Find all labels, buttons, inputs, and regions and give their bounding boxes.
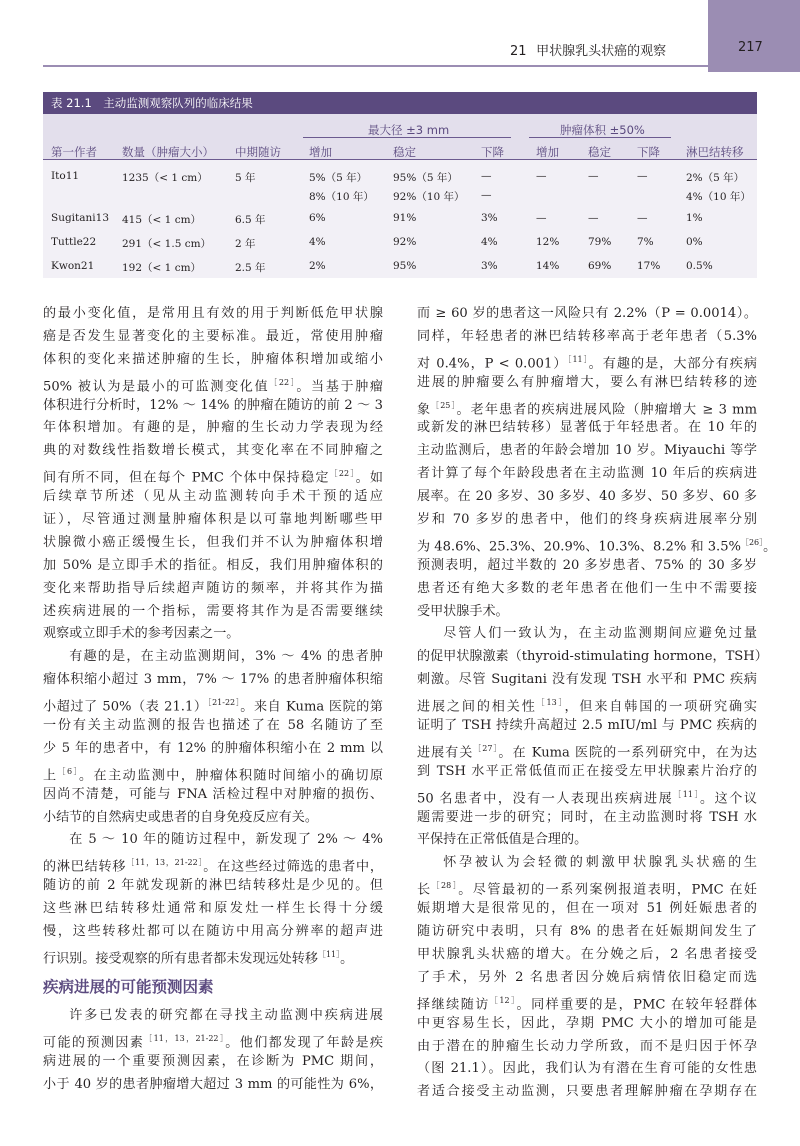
text-line: 病进展的一个重要预测因素，在诊断为 PMC 期间， xyxy=(43,1053,383,1069)
text-line: 可能的预测因素$^{[11,13,21-22]}$。他们都发现了年龄是疾 xyxy=(43,1033,384,1051)
text-line: 了手术，另外 2 名患者因分娩后病情依旧稳定而选 xyxy=(417,969,757,985)
text-line: 而 ≥ 60 岁的患者这一风险只有 2.2%（P = 0.0014）。 xyxy=(417,306,757,321)
text-line: 的淋巴结转移$^{[11,13,21-22]}$。在这些经过筛选的患者中， xyxy=(43,858,384,875)
text-line: 许多已发表的研究都在寻找主动监测中疾病进展 xyxy=(69,1007,383,1023)
col-header-vol-stable: 稳定 xyxy=(588,145,611,159)
text-line: 变化来帮助指导后续超声随访的频率，并将其作为描 xyxy=(43,580,383,596)
chapter-color-tab xyxy=(708,0,800,72)
text-line: 小超过了 50%（表 21.1）$^{[21-22]}$。来自 Kuma 医院的第 xyxy=(43,698,383,715)
text-line: 小于 40 岁的患者肿瘤增大超过 3 mm 的可能性为 6%， xyxy=(43,1076,383,1092)
text-line: 进展有关$^{[27]}$。在 Kuma 医院的一系列研究中，在为达 xyxy=(417,743,757,761)
text-line: 对 0.4%，P < 0.001）$^{[11]}$。有趣的是，大部分有疾病 xyxy=(417,354,757,372)
citation: ［11］ xyxy=(673,789,701,799)
text-line: 证明了 TSH 持续升高超过 2.5 mIU/ml 与 PMC 疾病的 xyxy=(417,718,757,734)
citation: ［13］ xyxy=(536,698,565,708)
text-line: 择继续随访$^{[12]}$。同样重要的是，PMC 在较年轻群体 xyxy=(417,995,758,1013)
text-line: 行识别。接受观察的所有患者都未发现远处转移$^{[11]}$。 xyxy=(43,949,354,967)
text-line: 有趣的是，在主动监测期间，3% ～ 4% 的患者肿 xyxy=(69,649,383,665)
citation: ［25］ xyxy=(431,400,457,410)
col-header-count: 数量（肿瘤大小） xyxy=(122,145,214,159)
text-line: 为 48.6%、25.3%、20.9%、10.3%、8.2% 和 3.5%$^{[26]}$。 xyxy=(417,537,777,555)
citation: ［26］ xyxy=(740,537,764,547)
text-line: 述疾病进展的一个指标，需要将其作为是否需要继续 xyxy=(43,603,383,619)
text-line: 证），尽管通过测量肿瘤体积是以可靠地判断哪些甲 xyxy=(43,512,383,528)
text-line: 甲状腺乳头状癌的增大。在分娩之后，2 名患者接受 xyxy=(417,946,757,962)
text-line: 主动监测后，患者的年龄会增加 10 岁。Miyauchi 等学 xyxy=(417,443,757,459)
text-line: 的最小变化值，是常用且有效的用于判断低危甲状腺 xyxy=(43,306,383,321)
running-header xyxy=(510,40,763,59)
text-line: 娠期增大是很常见的，但在一项对 51 例妊娠患者的 xyxy=(417,901,757,917)
text-line: 者计算了每个年龄段患者在主动监测 10 年后的疾病进 xyxy=(417,466,757,482)
text-line: 加 50% 是立即手术的指征。相反，我们用肿瘤体积的 xyxy=(43,557,383,573)
text-line: 一份有关主动监测的报告也描述了在 58 名随访了至 xyxy=(43,718,383,734)
col-header-author: 第一作者 xyxy=(51,145,97,159)
text-line: 题需要进一步的研究；同时，在主动监测时将 TSH 水 xyxy=(417,809,757,825)
text-line: 受甲状腺手术。 xyxy=(417,603,509,619)
text-line: 状腺微小癌正缓慢生长，但我们并不认为肿瘤体积增 xyxy=(43,534,383,550)
text-line: 后续章节所述（见从主动监测转向手术干预的适应 xyxy=(43,489,383,505)
text-line: 随访研究中表明，只有 8% 的患者在妊娠期间发生了 xyxy=(417,924,757,940)
text-line: 50 名患者中，没有一人表现出疾病进展$^{[11]}$。这个议 xyxy=(417,789,758,807)
text-line: 中更容易生长，因此，孕期 PMC 大小的增加可能是 xyxy=(417,1015,757,1031)
text-line: （图 21.1）。因此，我们认为有潜在生育可能的女性患 xyxy=(417,1061,757,1077)
text-line: 平保持在正常低值是合理的。 xyxy=(417,832,588,848)
text-line: 展率。在 20 多岁、30 多岁、40 多岁、50 多岁、60 多 xyxy=(417,489,757,505)
citation: ［11，13，21-22］ xyxy=(144,1033,226,1043)
text-line: 预测表明，超过半数的 20 多岁患者、75% 的 30 多岁 xyxy=(417,557,757,573)
table-title: 表 21.1 主动监测观察队列的临床结果 xyxy=(43,92,757,114)
page-number: 217 xyxy=(738,40,763,55)
text-line: 50% 被认为是最小的可监测变化值$^{[22]}$。当基于肿瘤 xyxy=(43,377,384,395)
citation: ［11］ xyxy=(317,949,341,959)
header-rule xyxy=(43,65,758,67)
citation: ［12］ xyxy=(489,995,517,1005)
text-line: 的促甲状腺激素（thyroid-stimulating hormone，TSH） xyxy=(417,649,768,665)
text-line: 尽管人们一致认为，在主动监测期间应避免过量 xyxy=(443,626,757,642)
left-column xyxy=(43,303,383,1096)
text-line: 者适合接受主动监测，只要患者理解肿瘤在孕期存在 xyxy=(417,1084,757,1100)
citation: ［27］ xyxy=(473,743,499,753)
text-line: 同样，年轻患者的淋巴结转移率高于老年患者（5.3% xyxy=(417,328,757,344)
text-line: 象$^{[25]}$。老年患者的疾病进展风险（肿瘤增大 ≥ 3 mm xyxy=(417,400,757,417)
citation: ［22］ xyxy=(269,377,297,387)
results-table: 表 21.1 主动监测观察队列的临床结果 最大径 ±3 mm 肿瘤体积 ±50% 第一作者 数量（肿瘤大小） 中期随访 增加 稳定 下降 增加 稳定 下降 淋巴结转移 Ito11 1235（< 1 cm） 5 年 5%（5 年） 8%（10 年） 95%（5 年） 92%（10 年） — — — — — 2%（5 年） 4%（10 年） Sugitani13 415（< 1 cm） 6.5 年 6% 91% 3% — — — 1% Tuttle22 291（< 1.5 cm） 2 年 4% 92% 4% 12% 79% 7% 0% Kwon21 192（< 1 cm） 2.5 年 2% 95% 3% 14% 69% 17% 0.5% xyxy=(43,92,757,278)
group-rule-diameter xyxy=(303,137,511,138)
text-line: 长$^{[28]}$。尽管最初的一系列案例报道表明，PMC 在妊 xyxy=(417,881,757,898)
header-body-rule xyxy=(43,159,757,160)
text-line: 因尚不清楚，可能与 FNA 活检过程中对肿瘤的损伤、 xyxy=(43,786,383,802)
text-line: 到 TSH 水平正常低值而正在接受左甲状腺素片治疗的 xyxy=(417,763,757,779)
text-line: 岁和 70 多岁的患者中，他们的终身疾病进展率分别 xyxy=(417,512,757,528)
text-line: 随访的前 2 年就发现新的淋巴结转移灶是少见的。但 xyxy=(43,878,383,894)
text-line: 体积的变化来描述肿瘤的生长，肿瘤体积增加或缩小 xyxy=(43,351,383,367)
group-rule-volume xyxy=(529,137,671,138)
col-header-lymph: 淋巴结转移 xyxy=(686,145,744,159)
chapter-title: 甲状腺乳头状癌的观察 xyxy=(536,44,667,59)
text-line: 年体积增加。有趣的是，肿瘤的生长动力学表现为经 xyxy=(43,420,383,436)
citation: ［22］ xyxy=(329,469,356,479)
citation: ［11］ xyxy=(567,354,589,364)
chapter-number: 21 xyxy=(510,44,527,59)
text-line: 由于潜在的肿瘤生长动力学所致，而不是归因于怀孕 xyxy=(417,1038,757,1054)
col-header-vol-increase: 增加 xyxy=(536,145,559,159)
citation: ［28］ xyxy=(431,881,459,891)
citation: ［11，13，21-22］ xyxy=(126,858,204,868)
text-line: 少 5 年的患者中，有 12% 的肿瘤体积缩小在 2 mm 以 xyxy=(43,740,383,756)
text-line: 小结节的自然病史或患者的自身免疫反应有关。 xyxy=(43,809,318,825)
group-header-diameter: 最大径 ±3 mm xyxy=(368,123,450,137)
text-line: 这些淋巴结转移灶通常和原发灶一样生长得十分缓 xyxy=(43,901,383,917)
section-heading: 疾病进展的可能预测因素 xyxy=(43,977,214,996)
col-header-increase: 增加 xyxy=(309,145,332,159)
text-line: 瘤体积缩小超过 3 mm，7% ～ 17% 的患者肿瘤体积缩 xyxy=(43,672,383,688)
text-line: 或新发的淋巴结转移）显著低于年轻患者。在 10 年的 xyxy=(417,420,757,436)
text-line: 慢，这些转移灶都可以在随访中用高分辨率的超声进 xyxy=(43,924,383,940)
citation: ［21-22］ xyxy=(207,698,241,708)
text-line: 观察或立即手术的参考因素之一。 xyxy=(43,626,240,642)
col-header-decrease: 下降 xyxy=(481,145,504,159)
text-line: 癌是否发生显著变化的主要标准。最近，常使用肿瘤 xyxy=(43,328,383,344)
col-header-vol-decrease: 下降 xyxy=(637,145,660,159)
text-line: 刺激。尽管 Sugitani 没有发现 TSH 水平和 PMC 疾病 xyxy=(417,672,757,688)
text-line: 在 5 ～ 10 年的随访过程中，新发现了 2% ～ 4% xyxy=(69,832,383,848)
col-header-stable: 稳定 xyxy=(393,145,416,159)
text-line: 间有所不同，但在每个 PMC 个体中保持稳定$^{[22]}$。如 xyxy=(43,469,384,486)
col-header-followup: 中期随访 xyxy=(235,145,281,159)
text-line: 上$^{[6]}$。在主动监测中，肿瘤体积随时间缩小的确切原 xyxy=(43,766,384,784)
right-column xyxy=(417,303,777,1104)
citation: ［6］ xyxy=(57,766,79,776)
text-line: 进展的肿瘤要么有肿瘤增大，要么有淋巴结转移的迹 xyxy=(417,374,757,390)
text-line: 怀孕被认为会轻微的刺激甲状腺乳头状癌的生 xyxy=(443,855,757,871)
text-line: 体积进行分析时，12% ～ 14% 的肿瘤在随访的前 2 ～ 3 xyxy=(43,397,383,413)
text-line: 典的对数线性指数增长模式，其变化率在不同肿瘤之 xyxy=(43,443,383,459)
text-line: 患者还有绝大多数的老年患者在他们一生中不需要接 xyxy=(417,580,757,596)
text-line: 进展之间的相关性$^{[13]}$，但来自韩国的一项研究确实 xyxy=(417,698,758,715)
group-header-volume: 肿瘤体积 ±50% xyxy=(560,123,645,137)
